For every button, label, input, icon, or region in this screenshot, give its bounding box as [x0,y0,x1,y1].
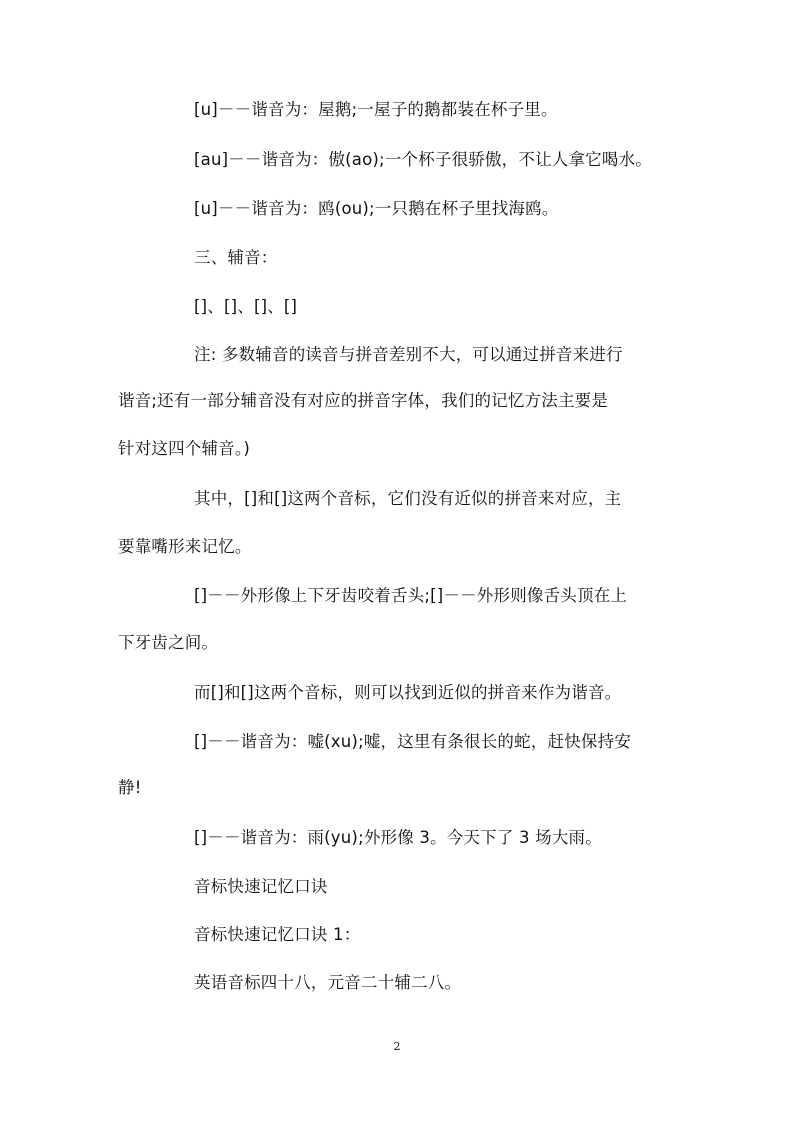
text-line: 针对这四个辅音。) [118,439,250,458]
text-line: 静! [118,778,142,797]
text-line: []、[]、[]、[] [194,297,298,316]
text-line: [u]－－谐音为：屋鹅;一屋子的鹅都装在杯子里。 [194,100,558,119]
text-line: 英语音标四十八，元音二十辅二八。 [194,973,462,992]
text-line: 要靠嘴形来记忆。 [118,537,252,556]
text-line: 谐音;还有一部分辅音没有对应的拼音字体，我们的记忆方法主要是 [118,391,609,410]
text-line: 注: 多数辅音的读音与拼音差别不大，可以通过拼音来进行 [194,345,623,364]
page-number: 2 [393,1040,401,1053]
text-line: 音标快速记忆口诀 [194,877,328,896]
text-line: []－－外形像上下牙齿咬着舌头;[]－－外形则像舌头顶在上 [194,586,628,605]
text-line: [u]－－谐音为：鸥(ou);一只鹅在杯子里找海鸥。 [194,199,559,218]
section-heading: 三、辅音： [194,248,278,267]
text-line: []－－谐音为：雨(yu);外形像 3。今天下了 3 场大雨。 [194,828,602,847]
text-line: 音标快速记忆口诀 1： [194,925,361,944]
text-line: 而[]和[]这两个音标，则可以找到近似的拼音来作为谐音。 [194,683,622,702]
text-line: [au]－－谐音为：傲(ao);一个杯子很骄傲，不让人拿它喝水。 [194,150,652,169]
text-line: 下牙齿之间。 [118,633,219,652]
text-line: 其中，[]和[]这两个音标，它们没有近似的拼音来对应，主 [194,489,622,508]
text-line: []－－谐音为：嘘(xu);嘘，这里有条很长的蛇，赶快保持安 [194,732,632,751]
